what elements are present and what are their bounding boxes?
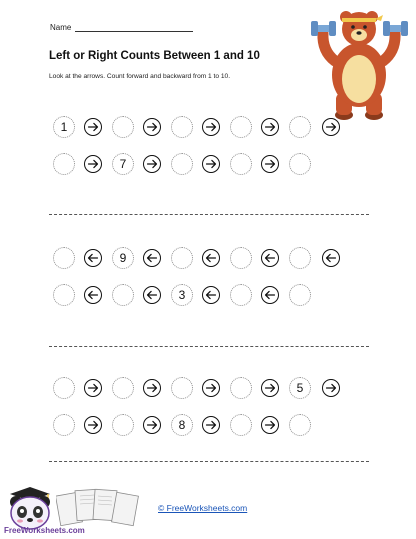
arrow-left-icon [84,286,102,304]
arrow-right-icon [143,416,161,434]
count-circle[interactable] [53,284,75,306]
worksheet-thumbnails [56,484,144,528]
worksheet-instructions: Look at the arrows. Count forward and backward from 1 to 10. [49,73,231,80]
section-divider [49,346,369,347]
arrow-right-icon [322,118,340,136]
count-circle[interactable] [171,247,193,269]
section-divider [49,461,369,462]
arrow-right-icon [261,416,279,434]
count-circle[interactable] [53,153,75,175]
count-circle[interactable] [230,377,252,399]
count-circle[interactable]: 5 [289,377,311,399]
arrow-right-icon [84,155,102,173]
arrow-right-icon [202,118,220,136]
freeworksheets-link[interactable]: © FreeWorksheets.com [158,503,248,513]
count-circle[interactable] [230,153,252,175]
arrow-right-icon [322,379,340,397]
arrow-right-icon [84,118,102,136]
freeworksheets-brand: FreeWorksheets.com [4,526,85,535]
arrow-left-icon [322,249,340,267]
arrow-right-icon [261,118,279,136]
count-circle[interactable]: 9 [112,247,134,269]
arrow-right-icon [143,379,161,397]
arrow-right-icon [202,155,220,173]
count-circle[interactable] [230,414,252,436]
count-circle[interactable] [171,153,193,175]
count-circle[interactable] [112,377,134,399]
count-circle[interactable]: 8 [171,414,193,436]
arrow-right-icon [261,379,279,397]
count-circle[interactable] [171,377,193,399]
count-circle[interactable] [53,414,75,436]
name-label: Name [50,23,72,32]
count-circle[interactable] [53,377,75,399]
count-circle[interactable] [112,414,134,436]
arrow-right-icon [84,416,102,434]
worksheet-title: Left or Right Counts Between 1 and 10 [49,50,260,62]
section-divider [49,214,369,215]
count-circle[interactable] [289,153,311,175]
arrow-left-icon [202,249,220,267]
count-circle[interactable] [112,284,134,306]
arrow-right-icon [143,155,161,173]
count-circle[interactable]: 3 [171,284,193,306]
arrow-left-icon [143,286,161,304]
count-circle[interactable] [171,116,193,138]
arrow-right-icon [202,379,220,397]
count-circle[interactable] [230,116,252,138]
count-circle[interactable]: 1 [53,116,75,138]
count-circle[interactable] [289,116,311,138]
count-circle[interactable] [53,247,75,269]
arrow-right-icon [143,118,161,136]
count-circle[interactable] [289,284,311,306]
arrow-left-icon [202,286,220,304]
count-circle[interactable] [230,284,252,306]
count-circle[interactable] [112,116,134,138]
count-circle[interactable] [289,247,311,269]
arrow-right-icon [84,379,102,397]
arrow-left-icon [261,249,279,267]
arrow-left-icon [84,249,102,267]
count-circle[interactable]: 7 [112,153,134,175]
arrow-left-icon [143,249,161,267]
arrow-right-icon [261,155,279,173]
count-circle[interactable] [230,247,252,269]
count-circle[interactable] [289,414,311,436]
arrow-left-icon [261,286,279,304]
arrow-right-icon [202,416,220,434]
